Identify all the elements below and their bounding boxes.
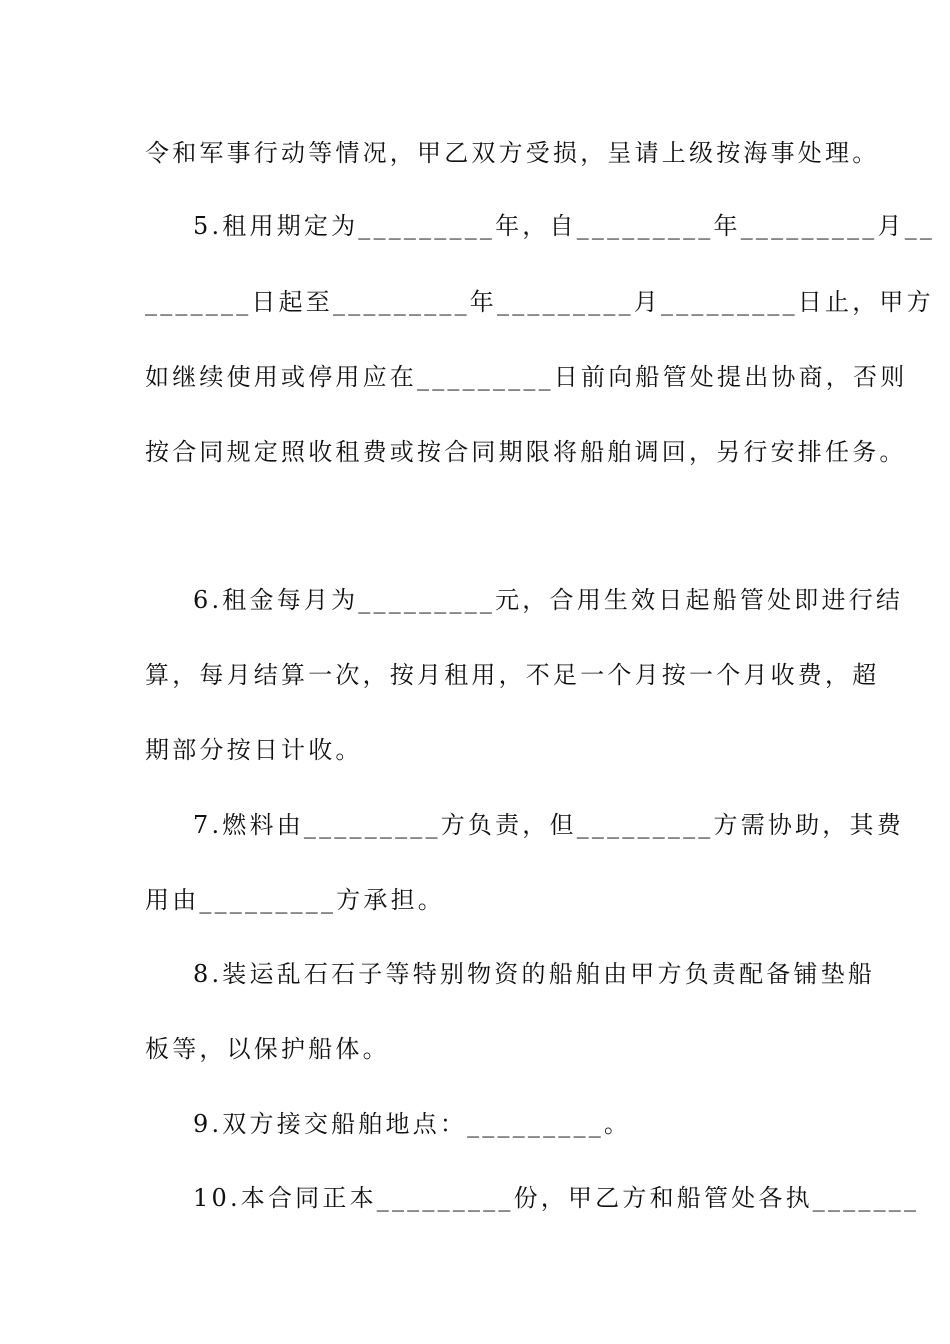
clause-6-line-3: 期部分按日计收。 xyxy=(145,736,363,764)
clause-8-line-1: 8.装运乱石石子等特别物资的船舶由甲方负责配备铺垫船 xyxy=(193,960,876,988)
clause-4-continuation: 令和军事行动等情况，甲乙双方受损，呈请上级按海事处理。 xyxy=(145,139,880,167)
clause-6-line-1: 6.租金每月为_________元，合用生效日起船管处即进行结 xyxy=(193,586,904,614)
clause-8-line-2: 板等，以保护船体。 xyxy=(145,1035,390,1063)
clause-5-line-3: 如继续使用或停用应在_________日前向船管处提出协商，否则 xyxy=(145,363,908,391)
clause-5-line-1: 5.租用期定为_________年，自_________年_________月__ xyxy=(193,212,936,240)
clause-9-line-1: 9.双方接交船舶地点：_________。 xyxy=(193,1110,632,1138)
clause-5-line-2: _______日起至_________年_________月_________日止，甲方 xyxy=(145,288,934,316)
clause-7-line-2: 用由_________方承担。 xyxy=(145,886,445,914)
clause-10-line-1: 10.本合同正本_________份，甲乙方和船管处各执_______ xyxy=(193,1184,920,1212)
clause-6-line-2: 算，每月结算一次，按月租用，不足一个月按一个月收费，超 xyxy=(145,661,880,689)
clause-7-line-1: 7.燃料由_________方负责，但_________方需协助，其费 xyxy=(193,811,904,839)
clause-5-line-4: 按合同规定照收租费或按合同期限将船舶调回，另行安排任务。 xyxy=(145,438,907,466)
